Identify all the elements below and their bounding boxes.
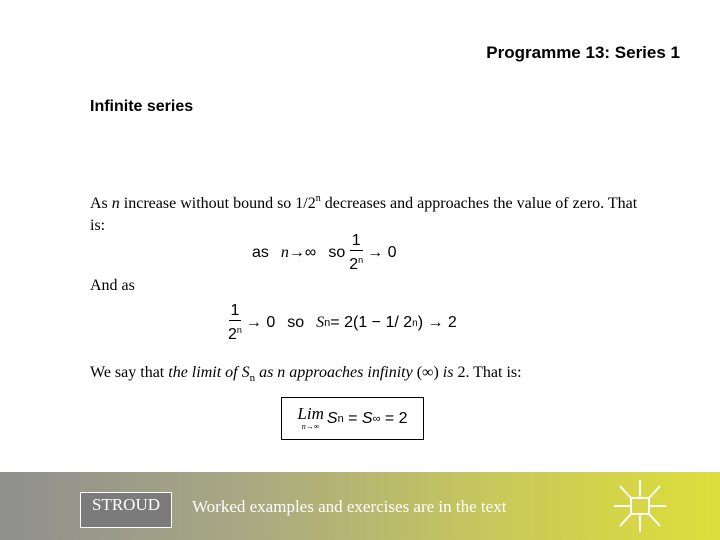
math-text: ) → 2 — [417, 314, 457, 331]
math-var: S — [316, 314, 325, 331]
superscript: n — [358, 255, 364, 265]
equation-limit-2 — [224, 302, 457, 344]
paragraph-intro — [90, 188, 650, 237]
text: 2. That is: — [453, 364, 522, 381]
text: (∞) — [412, 364, 443, 381]
math-var: S — [361, 409, 373, 427]
math-text: = 2(1 − 1/ 2 — [330, 314, 413, 331]
math-text: so — [287, 314, 305, 331]
math-var: n — [280, 244, 289, 261]
text-italic: is — [442, 364, 454, 381]
paragraph-and-as: And as — [90, 277, 135, 294]
text-italic: n — [111, 195, 120, 212]
text: We say that — [90, 364, 169, 381]
fraction — [228, 302, 242, 344]
equation-limit-1 — [252, 232, 396, 274]
math-var: S — [326, 409, 338, 427]
math-text: → 0 — [245, 314, 276, 331]
navigation-icon[interactable] — [612, 478, 668, 534]
superscript: n — [236, 325, 242, 335]
footer-caption: Worked examples and exercises are in the text — [192, 497, 507, 516]
math-text: as — [252, 244, 269, 261]
lim-operator — [297, 406, 323, 431]
paragraph-limit-statement — [90, 362, 522, 389]
math-text: = 2 — [380, 409, 408, 427]
text: As — [90, 195, 112, 212]
subscript: ∞ — [372, 412, 381, 425]
superscript: n — [412, 317, 418, 329]
fraction — [349, 232, 363, 274]
superscript: n — [315, 193, 321, 204]
programme-title: Programme 13: Series 1 — [486, 43, 680, 62]
stroud-logo-box: STROUD — [80, 492, 172, 528]
math-text: 2 — [228, 326, 237, 343]
subscript: n — [249, 372, 256, 385]
denominator — [349, 251, 363, 274]
footer-bar — [0, 472, 720, 540]
subscript: n — [337, 412, 344, 425]
math-text: → 0 — [367, 244, 397, 261]
text-italic: the limit of S — [168, 364, 250, 381]
text-italic: as n approaches infinity — [255, 364, 413, 381]
math-text: = — [343, 409, 362, 427]
lim-subscript: n→∞ — [301, 422, 320, 431]
denominator — [228, 321, 242, 344]
text: decreases and approaches the value of zero. That is: — [90, 195, 638, 234]
section-heading: Infinite series — [90, 98, 194, 115]
math-text: 2 — [349, 256, 359, 273]
text: increase without bound so 1/2 — [119, 195, 316, 212]
math-text: so — [328, 244, 346, 261]
numerator: 1 — [351, 232, 361, 249]
lim-text: Lim — [297, 404, 324, 423]
numerator: 1 — [230, 302, 240, 319]
subscript: n — [324, 317, 331, 329]
math-text: →∞ — [288, 244, 317, 261]
limit-equation-box — [281, 397, 424, 440]
